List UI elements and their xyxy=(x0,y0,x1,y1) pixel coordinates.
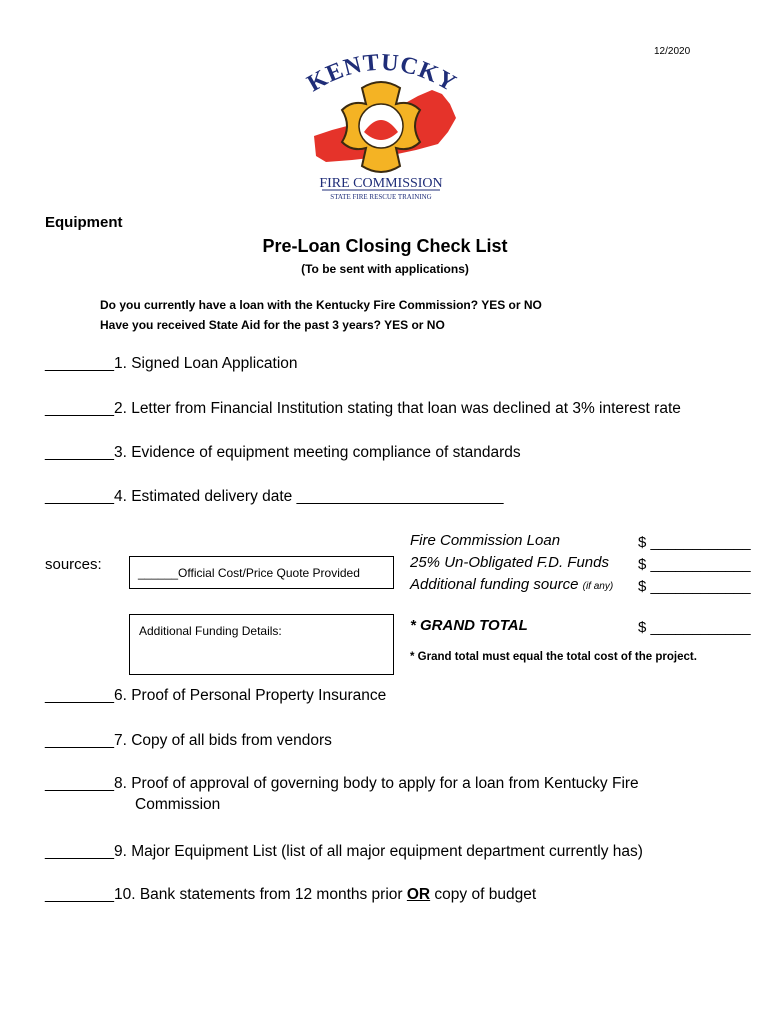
question-state-aid: Have you received State Aid for the past 3 years? YES or NO xyxy=(100,318,445,332)
loan-amount-blank[interactable]: $ ____________ xyxy=(638,534,751,551)
checklist-item-10-pre: ________10. Bank statements from 12 months prior xyxy=(45,886,407,903)
funding-details-label: Additional Funding Details: xyxy=(139,624,282,638)
fd-funds-amount-blank[interactable]: $ ____________ xyxy=(638,556,751,573)
kentucky-fire-commission-logo xyxy=(292,48,470,204)
checklist-item-2: ________2. Letter from Financial Institution stating that loan was declined at 3% interest rate xyxy=(45,400,681,417)
checklist-item-7: ________7. Copy of all bids from vendors xyxy=(45,732,332,749)
or-emphasis: OR xyxy=(406,886,431,903)
svg-text:KENTUCKY: KENTUCKY xyxy=(302,49,461,98)
page-subtitle: (To be sent with applications) xyxy=(301,262,469,276)
section-label: Equipment xyxy=(45,214,123,231)
checklist-item-8-line2: Commission xyxy=(135,796,221,813)
additional-funding-note: (if any) xyxy=(582,581,614,592)
sources-label: sources: xyxy=(45,556,102,573)
question-existing-loan: Do you currently have a loan with the Kentucky Fire Commission? YES or NO xyxy=(100,298,542,312)
checklist-item-10-post: copy of budget xyxy=(430,886,537,903)
checklist-item-8-line1: ________8. Proof of approval of governing body to apply for a loan from Kentucky Fire xyxy=(45,775,639,792)
checklist-item-6: ________6. Proof of Personal Property Insurance xyxy=(45,687,387,704)
funding-details-box[interactable] xyxy=(129,614,394,675)
checklist-item-9: ________9. Major Equipment List (list of all major equipment department currently has) xyxy=(45,843,643,860)
grand-total-label: * GRAND TOTAL xyxy=(410,617,528,634)
additional-amount-blank[interactable]: $ ____________ xyxy=(638,578,751,595)
checklist-item-10 xyxy=(45,886,536,904)
svg-text:STATE FIRE RESCUE TRAINING: STATE FIRE RESCUE TRAINING xyxy=(330,193,432,201)
checklist-item-1: ________1. Signed Loan Application xyxy=(45,355,298,372)
additional-funding-text: Additional funding source xyxy=(410,576,583,593)
grand-total-amount-blank[interactable]: $ ____________ xyxy=(638,619,751,636)
checklist-item-8 xyxy=(45,775,639,814)
checklist-item-4: ________4. Estimated delivery date ________________________ xyxy=(45,488,504,505)
fire-commission-loan-label: Fire Commission Loan xyxy=(410,532,561,549)
checklist-item-3: ________3. Evidence of equipment meeting compliance of standards xyxy=(45,444,521,461)
fd-funds-label: 25% Un-Obligated F.D. Funds xyxy=(410,554,609,571)
grand-total-note: * Grand total must equal the total cost of the project. xyxy=(410,651,697,663)
svg-text:FIRE COMMISSION: FIRE COMMISSION xyxy=(319,176,443,191)
quote-provided-box xyxy=(129,556,394,589)
additional-funding-label xyxy=(410,576,613,593)
page-title: Pre-Loan Closing Check List xyxy=(262,236,508,256)
quote-provided-text: ______Official Cost/Price Quote Provided xyxy=(138,565,360,580)
form-date: 12/2020 xyxy=(654,46,691,57)
